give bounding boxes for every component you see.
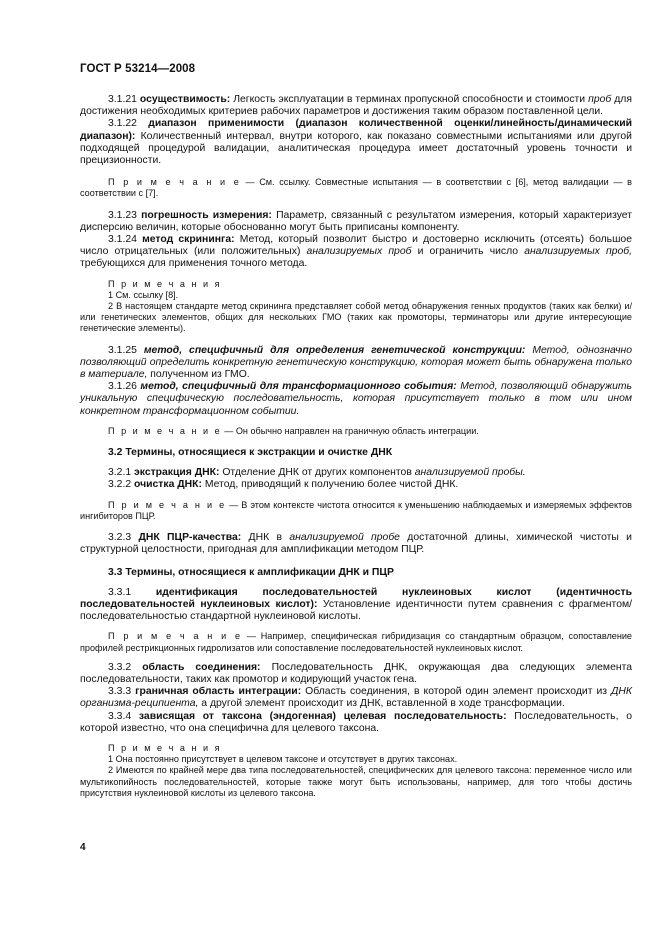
- note-6-label: П р и м е ч а н и я: [108, 742, 222, 753]
- term-3-2-3: 3.2.3 ДНК ПЦР-качества: ДНК в анализируемой пробе достаточной длины, химической чистоты и структурной целостности, пригодная для амплификации методом ПЦР.: [80, 532, 632, 556]
- term-3-1-26: 3.1.26 метод, специфичный для трансформационного события: Метод, позволяющий обнаружить уникальную специфическую последовательность, которая присутствует только в том или ином конкретном трансформационном событии.: [80, 381, 633, 417]
- term-3-1-22: 3.1.22 диапазон применимости (диапазон количественной оценки/линейность/динамический диапазон): Количественный интервал, внутри которого, как показано совместными испытаниями или другой подходящей процедурой валидации, аналитическая процедура имеет достаточный уровень точности и прецизионности.: [80, 118, 633, 167]
- note-2-label: П р и м е ч а н и я: [108, 278, 222, 289]
- section-3-3-title: 3.3 Термины, относящиеся к амплификации ДНК и ПЦР: [108, 566, 394, 578]
- note-6-item-1: 1 Она постоянно присутствует в целевом таксоне и отсутствует в других таксонах.: [108, 754, 458, 765]
- note-1: П р и м е ч а н и е — Cм. ссылку. Совместные испытания — в соответствии с [6], метод валидации — в соответствии с [7].: [80, 177, 632, 199]
- note-6: [80, 743, 632, 799]
- term-3-3-4: 3.3.4 зависящая от таксона (эндогенная) целевая последовательность: Последовательность, о которой известно, что она специфична для целевого таксона.: [80, 710, 633, 734]
- document-body: [80, 94, 632, 799]
- term-3-3-3: 3.3.3 граничная область интеграции: Область соединения, в которой один элемент происходит из ДНК организма-реципиента, а другой элемент происходит из ДНК, вставленной в ходе трансформации.: [80, 686, 633, 710]
- term-3-3-2: 3.3.2 область соединения: Последовательность ДНК, окружающая два следующих элемента последовательности, таких как промотор и кодирующий участок гена.: [80, 661, 633, 685]
- note-2-item-2: 2 В настоящем стандарте метод скрининга представляет собой метод обнаружения генных продуктов (таких как белки) и/или генетических элементов, общих для нескольких ГМО (таких как промоторы, терминаторы или другие интересующие генетические элементы).: [80, 301, 632, 334]
- note-4: П р и м е ч а н и е — В этом контексте чистота относится к уменьшению наблюдаемых и измеряемых эффектов ингибиторов ПЦР.: [80, 499, 632, 521]
- note-2-item-1: 1 Cм. ссылку [8].: [108, 289, 179, 300]
- term-3-1-23: 3.1.23 погрешность измерения: Параметр, связанный с результатом измерения, который характеризует дисперсию величин, которые обоснованно могут быть приписаны компоненту.: [80, 209, 633, 233]
- term-3-1-24: 3.1.24 метод скрининга: Метод, который позволит быстро и достоверно исключить (отсеять) большое число отрицательных (или положительных) анализируемых проб и ограничить число анализируемых проб, требующихся для применения точного метода.: [80, 234, 632, 270]
- note-2: [80, 279, 632, 335]
- note-5: П р и м е ч а н и е — Например, специфическая гибридизация со стандартным образцом, сопоставление профилей рестрикционных гидролизатов или сопоставление последовательностей нуклеиновых кислот.: [80, 631, 632, 653]
- note-6-item-2: 2 Имеются по крайней мере два типа последовательностей, специфических для целевого таксона: переменное число или мультикопийность последовательностей, которые также могут быть использованы, например, для того чтобы достичь присутствия нуклеиновой кислоты из целевого таксона.: [80, 765, 632, 798]
- term-3-2-2: 3.2.2 очистка ДНК: Метод, приводящий к получению более чистой ДНК.: [108, 479, 459, 491]
- page-number: 4: [80, 842, 86, 853]
- note-3: П р и м е ч а н и е — Он обычно направлен на граничную область интеграции.: [108, 425, 479, 436]
- term-3-1-25: 3.1.25 метод, специфичный для определения генетической конструкции: Метод, однозначно позволяющий определить конкретную генетическую конструкцию, которая может быть обнаружена только в материале, полученном из ГМО.: [80, 344, 632, 381]
- section-3-2-title: 3.2 Термины, относящиеся к экстракции и очистке ДНК: [108, 447, 393, 459]
- term-3-2-1: 3.2.1 экстракция ДНК: Отделение ДНК от других компонентов анализируемой пробы.: [108, 467, 526, 479]
- term-3-1-21: 3.1.21 осуществимость: Легкость эксплуатации в терминах пропускной способности и стоимости проб для достижения необходимых критериев рабочих параметров и достижения таким образом поставленной цели.: [80, 94, 632, 118]
- document-header: ГОСТ Р 53214—2008: [80, 63, 196, 75]
- term-3-3-1: 3.3.1 идентификация последовательностей нуклеиновых кислот (идентичность последовательностей нуклеиновых кислот): Установление идентичности путем сравнения с фрагментом/последовательностью стандартной нуклеиновой кислоты.: [80, 586, 633, 623]
